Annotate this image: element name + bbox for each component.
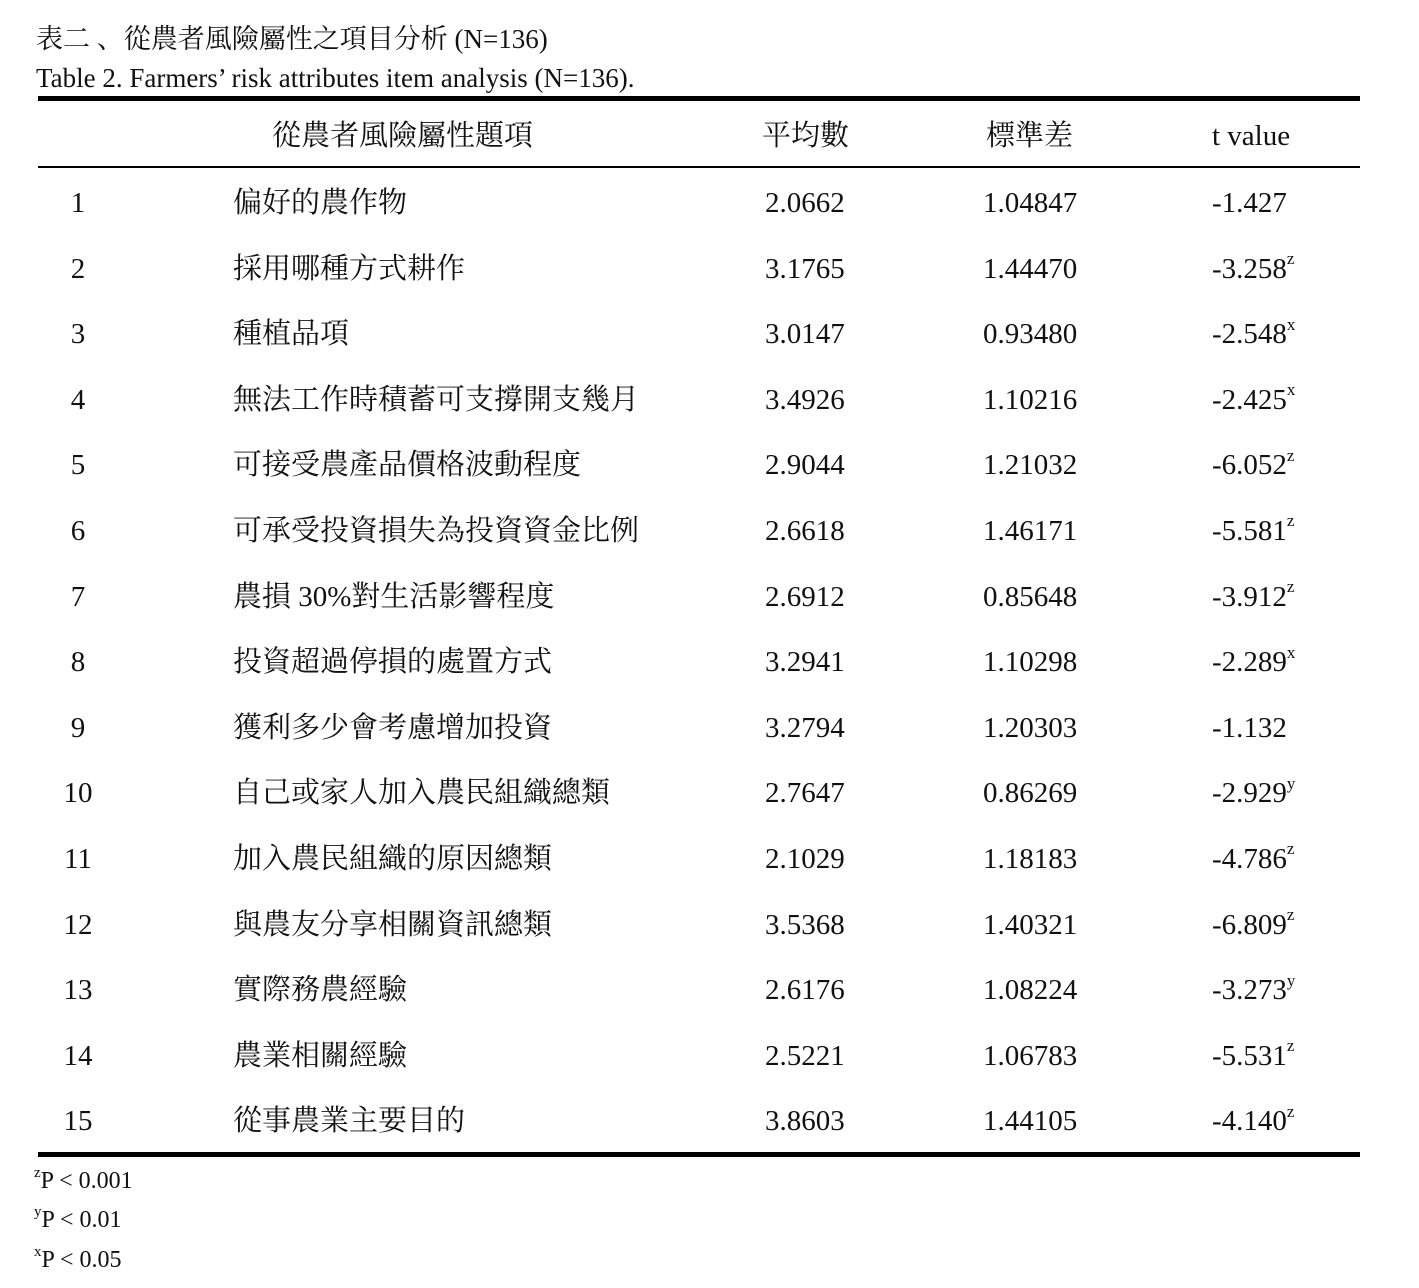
column-header-t-value: t value	[1212, 120, 1291, 152]
row-t-number: -1.427	[1212, 187, 1287, 219]
row-sd-value: 1.21032	[983, 449, 1078, 482]
row-t-number: -3.912	[1212, 580, 1287, 613]
row-number: 6	[70, 515, 86, 547]
row-t-value	[1212, 642, 1295, 682]
row-t-value	[1212, 1036, 1294, 1076]
row-mean-value: 3.4926	[765, 383, 845, 416]
row-t-number: -6.809	[1212, 908, 1287, 941]
row-significance-mark: x	[1286, 380, 1296, 400]
row-mean-value: 3.8603	[765, 1105, 845, 1138]
column-header-item: 從農者風險屬性題項	[272, 120, 534, 152]
row-item-label: 農業相關經驗	[233, 1039, 408, 1072]
table-row	[0, 380, 1419, 420]
row-t-value	[1212, 511, 1294, 551]
row-significance-mark: z	[1286, 248, 1295, 268]
row-sd-value: 1.40321	[983, 908, 1078, 941]
table-caption-zh: 表二 、從農者風險屬性之項目分析 (N=136)	[36, 24, 548, 54]
row-mean-value: 2.6618	[765, 515, 845, 547]
table-row	[0, 511, 1419, 551]
table-row	[0, 773, 1419, 813]
row-t-number: -3.273	[1212, 974, 1287, 1007]
row-sd-value: 1.18183	[983, 843, 1078, 875]
table-row	[0, 642, 1419, 682]
row-t-value	[1212, 970, 1295, 1010]
row-t-value	[1212, 577, 1294, 617]
row-significance-mark: y	[1286, 773, 1296, 793]
row-sd-value: 0.93480	[983, 318, 1078, 351]
row-number: 10	[63, 777, 93, 810]
row-sd-value: 0.86269	[983, 777, 1078, 810]
row-number: 11	[64, 843, 92, 875]
row-t-value	[1212, 905, 1294, 945]
row-item-label: 可承受投資損失為投資資金比例	[233, 515, 640, 547]
row-t-value	[1212, 380, 1295, 420]
row-t-number: -6.052	[1212, 449, 1287, 482]
row-number: 4	[70, 383, 86, 416]
row-number: 2	[70, 252, 86, 285]
footnote-p01: $^y$P < 0.01	[34, 1204, 122, 1233]
row-sd-value: 1.46171	[983, 515, 1078, 547]
table-row	[0, 839, 1419, 879]
row-item-label: 農損 30%對生活影響程度	[233, 580, 555, 613]
row-sd-value: 1.44105	[983, 1105, 1078, 1138]
row-mean-value: 3.2794	[765, 711, 845, 744]
row-t-number: -4.786	[1212, 843, 1287, 875]
row-mean-value: 2.5221	[765, 1039, 845, 1072]
row-item-label: 投資超過停損的處置方式	[233, 646, 553, 679]
row-mean-value: 2.1029	[765, 843, 845, 875]
table-row	[0, 577, 1419, 617]
table-row	[0, 249, 1419, 289]
row-number: 15	[63, 1105, 93, 1138]
table-row	[0, 314, 1419, 354]
row-t-value	[1212, 445, 1294, 485]
row-t-value	[1212, 1101, 1294, 1141]
row-significance-mark: z	[1286, 1036, 1295, 1056]
table-row	[0, 183, 1419, 223]
footnote-p001: $^z$P < 0.001	[34, 1165, 133, 1194]
row-t-number: -2.548	[1212, 318, 1287, 351]
table-bottom-rule	[38, 1152, 1360, 1157]
row-sd-value: 1.08224	[983, 974, 1078, 1007]
row-item-label: 加入農民組織的原因總類	[233, 843, 553, 875]
row-mean-value: 2.0662	[765, 187, 845, 219]
table-caption-en: Table 2. Farmers’ risk attributes item analysis (N=136).	[36, 63, 635, 93]
row-item-label: 偏好的農作物	[233, 187, 408, 219]
row-mean-value: 3.1765	[765, 252, 845, 285]
row-t-number: -1.132	[1212, 711, 1287, 744]
row-t-value	[1212, 249, 1294, 289]
row-number: 9	[70, 711, 86, 744]
row-item-label: 與農友分享相關資訊總類	[233, 908, 553, 941]
row-significance-mark: z	[1286, 904, 1295, 924]
row-sd-value: 0.85648	[983, 580, 1078, 613]
row-t-number: -4.140	[1212, 1105, 1287, 1138]
table-row	[0, 1036, 1419, 1076]
row-sd-value: 1.04847	[983, 187, 1078, 219]
row-significance-mark: y	[1286, 970, 1296, 990]
row-t-value	[1212, 773, 1295, 813]
row-t-value	[1212, 839, 1294, 879]
row-significance-mark: z	[1286, 445, 1295, 465]
table-row	[0, 445, 1419, 485]
row-item-label: 無法工作時積蓄可支撐開支幾月	[233, 383, 640, 416]
row-significance-mark: x	[1286, 642, 1296, 662]
table-row	[0, 970, 1419, 1010]
row-number: 14	[63, 1039, 93, 1072]
row-t-number: -5.531	[1212, 1039, 1287, 1072]
row-mean-value: 3.0147	[765, 318, 845, 351]
table-row	[0, 905, 1419, 945]
row-significance-mark: z	[1286, 1101, 1295, 1121]
row-significance-mark: z	[1286, 839, 1295, 859]
table-row	[0, 708, 1419, 748]
row-item-label: 獲利多少會考慮增加投資	[233, 711, 553, 744]
row-item-label: 自己或家人加入農民組織總類	[233, 777, 611, 810]
row-item-label: 從事農業主要目的	[233, 1105, 466, 1138]
row-t-value	[1212, 708, 1287, 748]
row-t-number: -2.425	[1212, 383, 1287, 416]
row-sd-value: 1.10298	[983, 646, 1078, 679]
row-t-number: -5.581	[1212, 515, 1287, 547]
row-mean-value: 2.9044	[765, 449, 845, 482]
row-sd-value: 1.44470	[983, 252, 1078, 285]
row-t-number: -2.289	[1212, 646, 1287, 679]
row-significance-mark: z	[1286, 576, 1295, 596]
row-t-number: -3.258	[1212, 252, 1287, 285]
row-number: 7	[70, 580, 86, 613]
row-item-label: 種植品項	[233, 318, 350, 351]
row-mean-value: 2.6912	[765, 580, 845, 613]
row-sd-value: 1.10216	[983, 383, 1078, 416]
row-t-value	[1212, 314, 1295, 354]
row-t-value	[1212, 183, 1287, 223]
row-item-label: 實際務農經驗	[233, 974, 408, 1007]
row-number: 12	[63, 908, 93, 941]
table-row	[0, 1101, 1419, 1141]
row-number: 13	[63, 974, 93, 1007]
column-header-mean: 平均數	[762, 120, 850, 152]
row-number: 1	[70, 187, 86, 219]
column-header-sd: 標準差	[986, 120, 1074, 152]
row-number: 8	[70, 646, 86, 679]
row-number: 5	[70, 449, 86, 482]
footnote-p05: $^x$P < 0.05	[34, 1244, 122, 1273]
row-significance-mark: z	[1286, 511, 1295, 531]
row-mean-value: 3.5368	[765, 908, 845, 941]
row-number: 3	[70, 318, 86, 351]
row-sd-value: 1.06783	[983, 1039, 1078, 1072]
row-t-number: -2.929	[1212, 777, 1287, 810]
row-item-label: 可接受農產品價格波動程度	[233, 449, 582, 482]
row-mean-value: 2.7647	[765, 777, 845, 810]
row-item-label: 採用哪種方式耕作	[233, 252, 466, 285]
row-significance-mark: x	[1286, 314, 1296, 334]
row-sd-value: 1.20303	[983, 711, 1078, 744]
row-mean-value: 2.6176	[765, 974, 845, 1007]
row-mean-value: 3.2941	[765, 646, 845, 679]
